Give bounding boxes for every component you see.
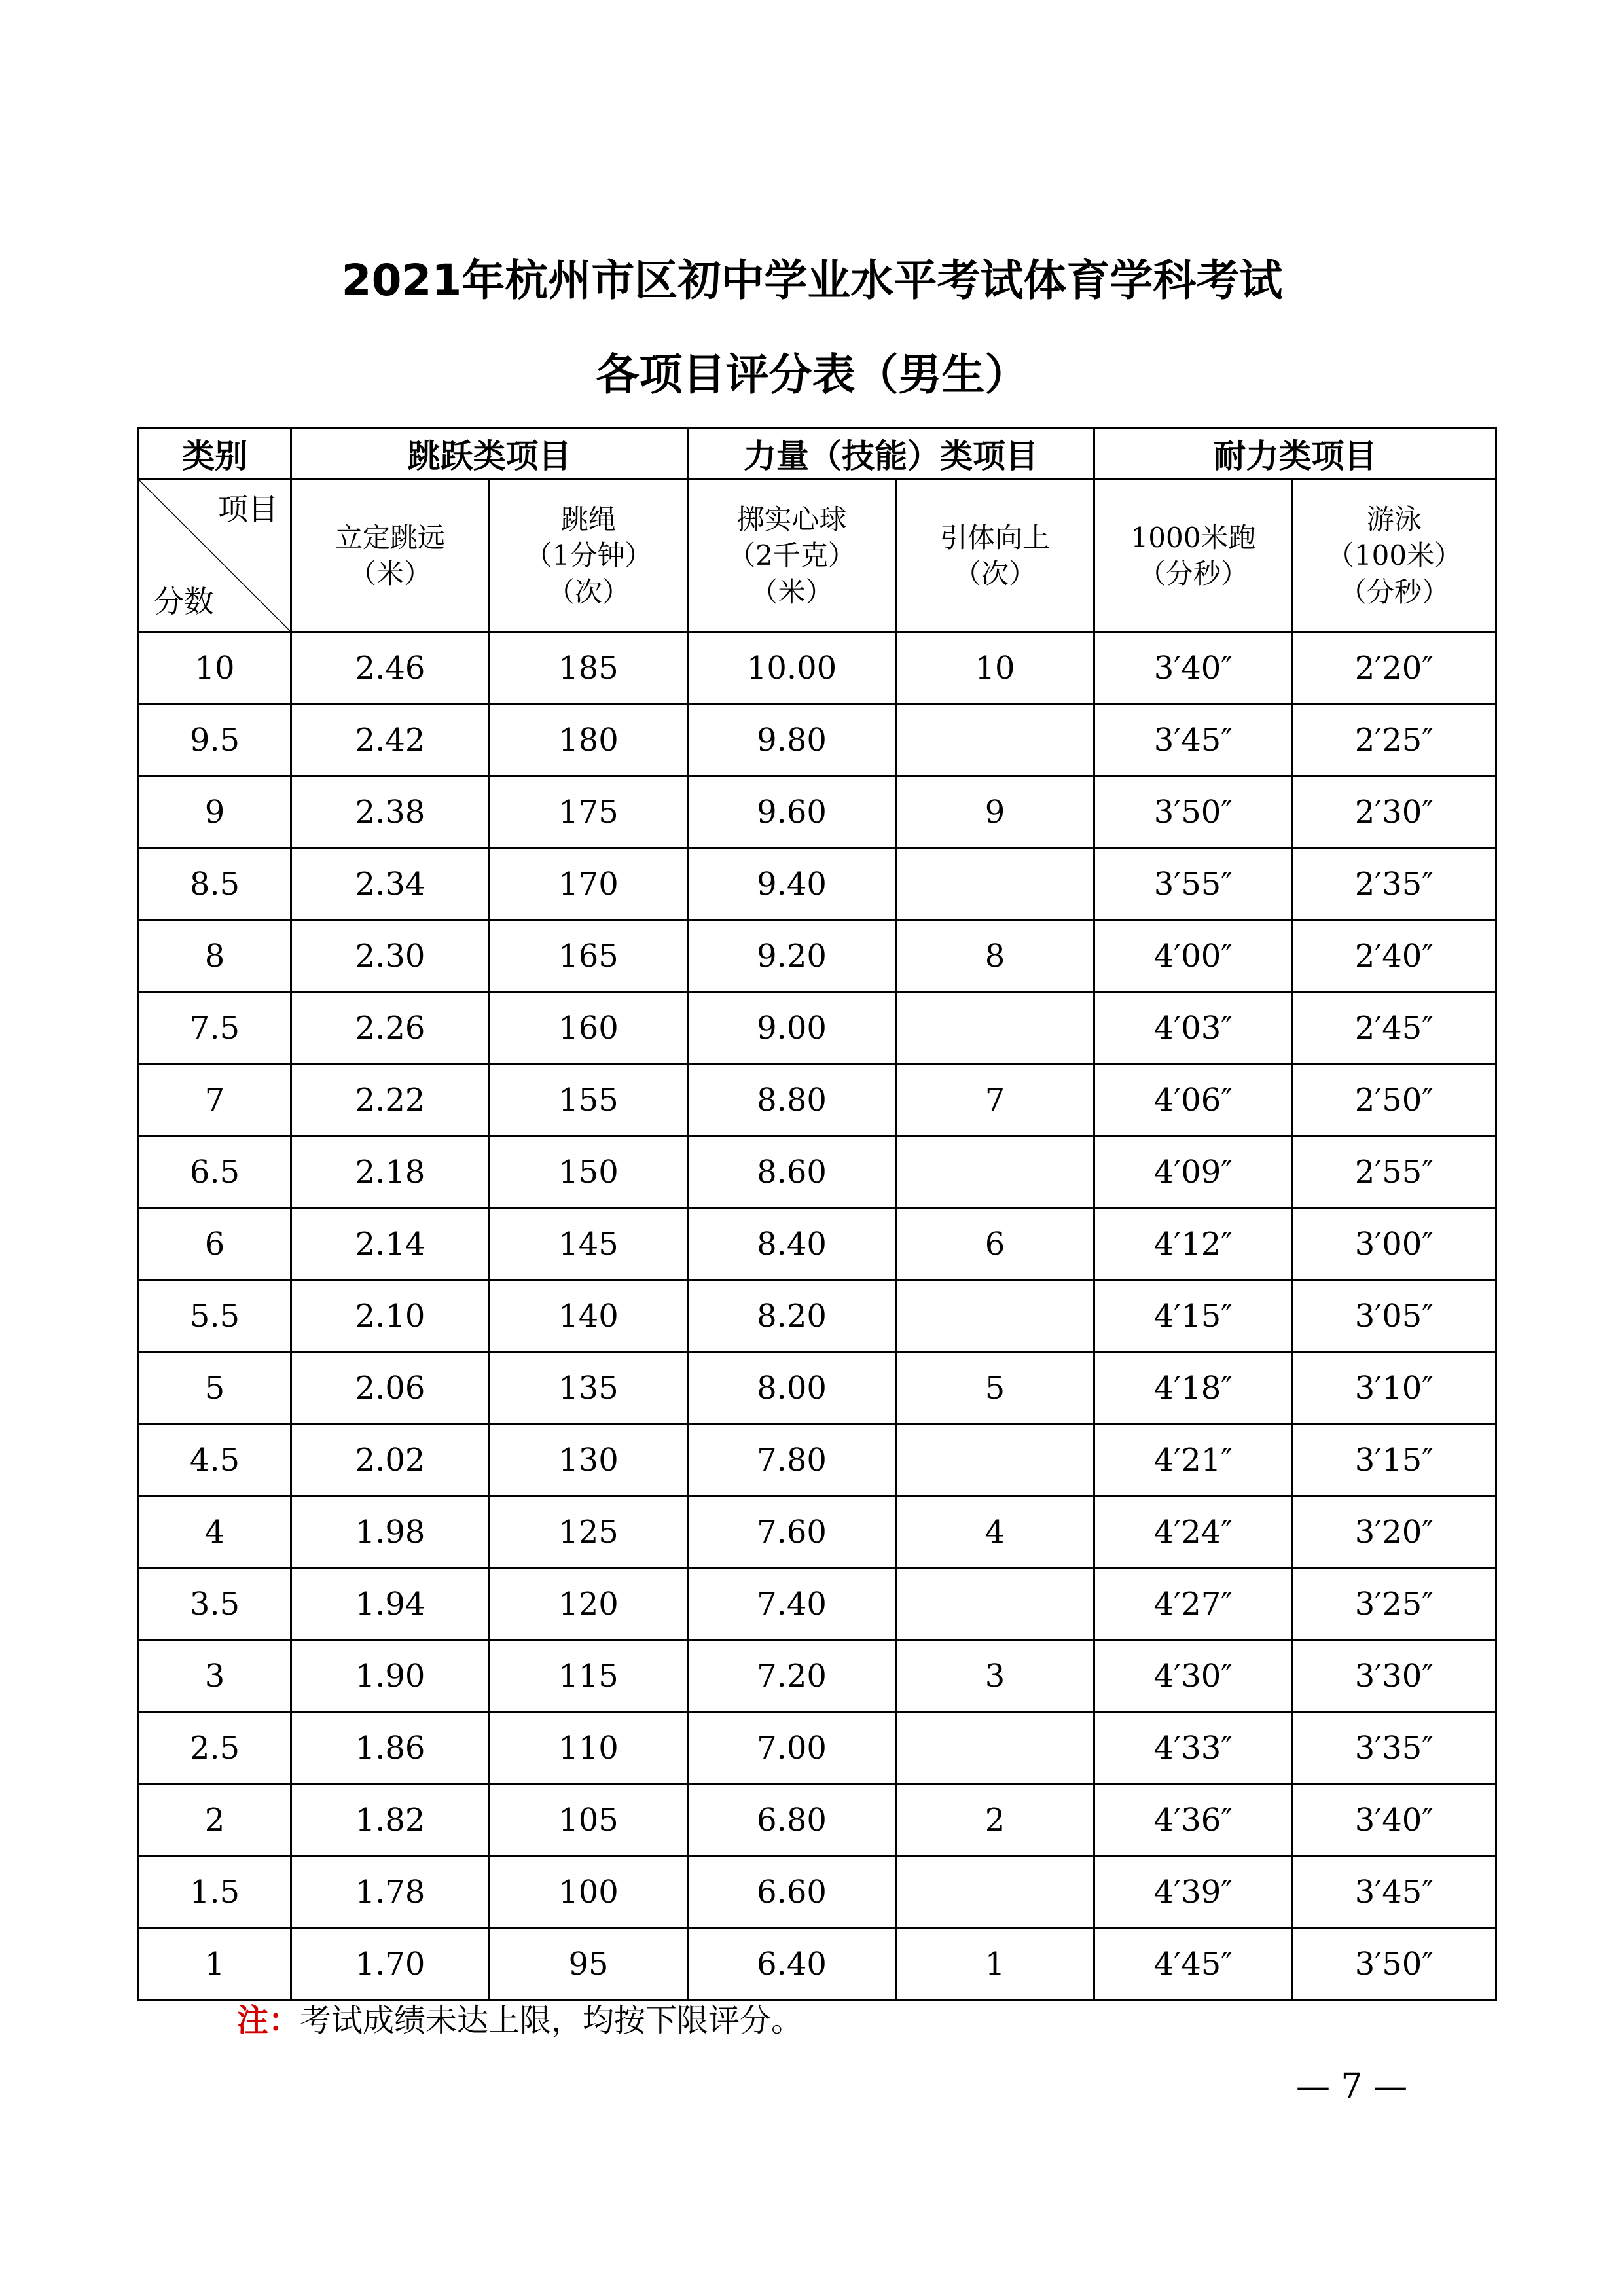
cell-1000m-run: 4′03″ xyxy=(1094,992,1293,1064)
cell-rope-skipping: 115 xyxy=(490,1640,688,1712)
cell-1000m-run: 4′27″ xyxy=(1094,1568,1293,1640)
column-header-line: 掷实心球 xyxy=(736,503,847,535)
cell-swimming: 2′55″ xyxy=(1293,1136,1496,1208)
cell-score: 5 xyxy=(139,1352,291,1424)
table-row xyxy=(139,1352,1496,1424)
cell-standing-long-jump: 2.18 xyxy=(291,1136,490,1208)
cell-score: 5.5 xyxy=(139,1280,291,1352)
column-header-line: （分秒） xyxy=(1138,558,1248,590)
cell-swimming: 2′20″ xyxy=(1293,632,1496,704)
cell-score: 6 xyxy=(139,1208,291,1280)
column-header-line: 立定跳远 xyxy=(334,521,445,554)
document-title: 2021年杭州市区初中学业水平考试体育学科考试 xyxy=(341,255,1283,306)
cell-medicine-ball: 8.20 xyxy=(688,1280,896,1352)
cell-rope-skipping: 155 xyxy=(490,1064,688,1136)
cell-rope-skipping: 135 xyxy=(490,1352,688,1424)
col-swimming xyxy=(1293,480,1496,632)
cell-standing-long-jump: 2.10 xyxy=(291,1280,490,1352)
cell-1000m-run: 3′50″ xyxy=(1094,776,1293,848)
cell-swimming: 3′20″ xyxy=(1293,1496,1496,1568)
cell-swimming: 3′15″ xyxy=(1293,1424,1496,1496)
cell-rope-skipping: 100 xyxy=(490,1856,688,1928)
cell-rope-skipping: 165 xyxy=(490,920,688,992)
cell-rope-skipping: 180 xyxy=(490,704,688,776)
cell-medicine-ball: 9.40 xyxy=(688,848,896,920)
group-jumping: 跳跃类项目 xyxy=(291,428,688,480)
cell-pull-ups xyxy=(896,1712,1094,1784)
cell-score: 4.5 xyxy=(139,1424,291,1496)
column-header-line: （次） xyxy=(953,558,1036,590)
cell-pull-ups xyxy=(896,1856,1094,1928)
cell-rope-skipping: 145 xyxy=(490,1208,688,1280)
cell-1000m-run: 4′09″ xyxy=(1094,1136,1293,1208)
cell-rope-skipping: 175 xyxy=(490,776,688,848)
cell-swimming: 3′25″ xyxy=(1293,1568,1496,1640)
cell-standing-long-jump: 2.30 xyxy=(291,920,490,992)
cell-swimming: 3′10″ xyxy=(1293,1352,1496,1424)
cell-rope-skipping: 130 xyxy=(490,1424,688,1496)
table-row xyxy=(139,992,1496,1064)
cell-standing-long-jump: 2.34 xyxy=(291,848,490,920)
cell-pull-ups xyxy=(896,1424,1094,1496)
group-endurance: 耐力类项目 xyxy=(1094,428,1496,480)
cell-standing-long-jump: 1.78 xyxy=(291,1856,490,1928)
cell-score: 10 xyxy=(139,632,291,704)
cell-pull-ups xyxy=(896,704,1094,776)
cell-1000m-run: 3′55″ xyxy=(1094,848,1293,920)
cell-rope-skipping: 95 xyxy=(490,1928,688,2000)
cell-1000m-run: 4′33″ xyxy=(1094,1712,1293,1784)
cell-rope-skipping: 110 xyxy=(490,1712,688,1784)
table-row xyxy=(139,1856,1496,1928)
col-rope-skipping xyxy=(490,480,688,632)
cell-score: 7 xyxy=(139,1064,291,1136)
cell-standing-long-jump: 1.70 xyxy=(291,1928,490,2000)
cell-medicine-ball: 6.40 xyxy=(688,1928,896,2000)
cell-pull-ups xyxy=(896,1568,1094,1640)
column-header-line: （米） xyxy=(750,575,833,608)
corner-item-label: 项目 xyxy=(218,492,278,527)
cell-1000m-run: 4′00″ xyxy=(1094,920,1293,992)
cell-score: 8.5 xyxy=(139,848,291,920)
column-header-line: 游泳 xyxy=(1366,503,1422,535)
cell-swimming: 2′50″ xyxy=(1293,1064,1496,1136)
diagonal-corner-cell xyxy=(139,480,291,632)
cell-medicine-ball: 10.00 xyxy=(688,632,896,704)
cell-rope-skipping: 125 xyxy=(490,1496,688,1568)
cell-medicine-ball: 9.60 xyxy=(688,776,896,848)
cell-pull-ups: 4 xyxy=(896,1496,1094,1568)
cell-score: 9 xyxy=(139,776,291,848)
col-medicine-ball xyxy=(688,480,896,632)
cell-rope-skipping: 170 xyxy=(490,848,688,920)
table-row xyxy=(139,848,1496,920)
cell-medicine-ball: 7.00 xyxy=(688,1712,896,1784)
table-row xyxy=(139,776,1496,848)
cell-1000m-run: 4′24″ xyxy=(1094,1496,1293,1568)
cell-score: 1 xyxy=(139,1928,291,2000)
table-row xyxy=(139,1064,1496,1136)
cell-standing-long-jump: 1.98 xyxy=(291,1496,490,1568)
cell-standing-long-jump: 2.26 xyxy=(291,992,490,1064)
cell-1000m-run: 3′45″ xyxy=(1094,704,1293,776)
cell-medicine-ball: 9.20 xyxy=(688,920,896,992)
cell-pull-ups: 5 xyxy=(896,1352,1094,1424)
cell-swimming: 2′25″ xyxy=(1293,704,1496,776)
cell-pull-ups: 8 xyxy=(896,920,1094,992)
cell-medicine-ball: 8.00 xyxy=(688,1352,896,1424)
cell-standing-long-jump: 2.38 xyxy=(291,776,490,848)
cell-swimming: 2′45″ xyxy=(1293,992,1496,1064)
column-header-line: （1分钟） xyxy=(524,539,653,572)
cell-pull-ups xyxy=(896,848,1094,920)
document-subtitle: 各项目评分表（男生） xyxy=(596,350,1028,400)
cell-1000m-run: 4′39″ xyxy=(1094,1856,1293,1928)
footnote-label: 注： xyxy=(237,2002,300,2039)
cell-standing-long-jump: 1.82 xyxy=(291,1784,490,1856)
cell-standing-long-jump: 2.42 xyxy=(291,704,490,776)
column-header-line: （2千克） xyxy=(728,539,856,572)
footnote xyxy=(237,1995,803,2040)
table-row xyxy=(139,1568,1496,1640)
cell-score: 1.5 xyxy=(139,1856,291,1928)
cell-1000m-run: 4′15″ xyxy=(1094,1280,1293,1352)
cell-medicine-ball: 8.40 xyxy=(688,1208,896,1280)
cell-standing-long-jump: 2.02 xyxy=(291,1424,490,1496)
cell-score: 4 xyxy=(139,1496,291,1568)
table-row xyxy=(139,1928,1496,2000)
cell-1000m-run: 4′12″ xyxy=(1094,1208,1293,1280)
cell-1000m-run: 4′30″ xyxy=(1094,1640,1293,1712)
category-header-row xyxy=(139,428,1496,480)
cell-medicine-ball: 7.20 xyxy=(688,1640,896,1712)
cell-rope-skipping: 160 xyxy=(490,992,688,1064)
cell-standing-long-jump: 1.90 xyxy=(291,1640,490,1712)
cell-pull-ups: 10 xyxy=(896,632,1094,704)
score-rows xyxy=(139,632,1496,2000)
table-row xyxy=(139,1784,1496,1856)
table-row xyxy=(139,1136,1496,1208)
item-header-row xyxy=(139,480,1496,632)
cell-pull-ups xyxy=(896,1280,1094,1352)
cell-pull-ups: 6 xyxy=(896,1208,1094,1280)
cell-score: 2.5 xyxy=(139,1712,291,1784)
cell-medicine-ball: 6.80 xyxy=(688,1784,896,1856)
table-row xyxy=(139,1640,1496,1712)
cell-rope-skipping: 105 xyxy=(490,1784,688,1856)
cell-swimming: 2′35″ xyxy=(1293,848,1496,920)
cell-swimming: 2′30″ xyxy=(1293,776,1496,848)
cell-1000m-run: 4′45″ xyxy=(1094,1928,1293,2000)
table-row xyxy=(139,1280,1496,1352)
cell-medicine-ball: 6.60 xyxy=(688,1856,896,1928)
column-header-line: （分秒） xyxy=(1339,575,1449,608)
cell-pull-ups: 9 xyxy=(896,776,1094,848)
cell-rope-skipping: 140 xyxy=(490,1280,688,1352)
cell-1000m-run: 4′18″ xyxy=(1094,1352,1293,1424)
cell-medicine-ball: 8.60 xyxy=(688,1136,896,1208)
cell-medicine-ball: 7.60 xyxy=(688,1496,896,1568)
cell-standing-long-jump: 2.46 xyxy=(291,632,490,704)
col-pull-ups xyxy=(896,480,1094,632)
cell-swimming: 3′00″ xyxy=(1293,1208,1496,1280)
table-row xyxy=(139,920,1496,992)
cell-1000m-run: 4′06″ xyxy=(1094,1064,1293,1136)
cell-standing-long-jump: 2.14 xyxy=(291,1208,490,1280)
cell-score: 9.5 xyxy=(139,704,291,776)
table-row xyxy=(139,632,1496,704)
table-row xyxy=(139,1496,1496,1568)
cell-rope-skipping: 150 xyxy=(490,1136,688,1208)
cell-pull-ups: 7 xyxy=(896,1064,1094,1136)
group-strength: 力量（技能）类项目 xyxy=(688,428,1094,480)
footnote-text: 考试成绩未达上限，均按下限评分。 xyxy=(300,2002,803,2039)
cell-swimming: 3′05″ xyxy=(1293,1280,1496,1352)
cell-rope-skipping: 185 xyxy=(490,632,688,704)
cell-swimming: 3′40″ xyxy=(1293,1784,1496,1856)
column-header-line: 1000米跑 xyxy=(1130,521,1256,554)
cell-score: 2 xyxy=(139,1784,291,1856)
cell-1000m-run: 4′36″ xyxy=(1094,1784,1293,1856)
column-header-line: 跳绳 xyxy=(560,503,616,535)
cell-1000m-run: 3′40″ xyxy=(1094,632,1293,704)
scoring-table xyxy=(137,427,1497,2001)
cell-score: 8 xyxy=(139,920,291,992)
cell-standing-long-jump: 1.94 xyxy=(291,1568,490,1640)
cell-standing-long-jump: 1.86 xyxy=(291,1712,490,1784)
page-number: — 7 — xyxy=(1296,2067,1408,2106)
cell-swimming: 3′35″ xyxy=(1293,1712,1496,1784)
column-header-line: （100米） xyxy=(1326,539,1462,572)
cell-1000m-run: 4′21″ xyxy=(1094,1424,1293,1496)
cell-swimming: 3′45″ xyxy=(1293,1856,1496,1928)
cell-pull-ups xyxy=(896,992,1094,1064)
table-row xyxy=(139,704,1496,776)
cell-score: 7.5 xyxy=(139,992,291,1064)
cell-medicine-ball: 7.40 xyxy=(688,1568,896,1640)
cell-swimming: 3′30″ xyxy=(1293,1640,1496,1712)
table-row xyxy=(139,1712,1496,1784)
cell-swimming: 3′50″ xyxy=(1293,1928,1496,2000)
cell-medicine-ball: 9.00 xyxy=(688,992,896,1064)
column-header-line: （次） xyxy=(547,575,630,608)
cell-standing-long-jump: 2.06 xyxy=(291,1352,490,1424)
cell-pull-ups: 1 xyxy=(896,1928,1094,2000)
cell-standing-long-jump: 2.22 xyxy=(291,1064,490,1136)
corner-score-label: 分数 xyxy=(154,584,214,620)
cell-rope-skipping: 120 xyxy=(490,1568,688,1640)
cell-pull-ups: 2 xyxy=(896,1784,1094,1856)
cell-score: 3.5 xyxy=(139,1568,291,1640)
table-row xyxy=(139,1208,1496,1280)
cell-medicine-ball: 7.80 xyxy=(688,1424,896,1496)
cell-swimming: 2′40″ xyxy=(1293,920,1496,992)
cell-medicine-ball: 9.80 xyxy=(688,704,896,776)
table-row xyxy=(139,1424,1496,1496)
cell-medicine-ball: 8.80 xyxy=(688,1064,896,1136)
column-header-line: （米） xyxy=(348,558,431,590)
column-header-line: 引体向上 xyxy=(939,521,1050,554)
col-1000m-run xyxy=(1094,480,1293,632)
col-standing-long-jump xyxy=(291,480,490,632)
cell-score: 6.5 xyxy=(139,1136,291,1208)
cell-score: 3 xyxy=(139,1640,291,1712)
cell-pull-ups: 3 xyxy=(896,1640,1094,1712)
cell-pull-ups xyxy=(896,1136,1094,1208)
category-label: 类别 xyxy=(139,428,291,480)
